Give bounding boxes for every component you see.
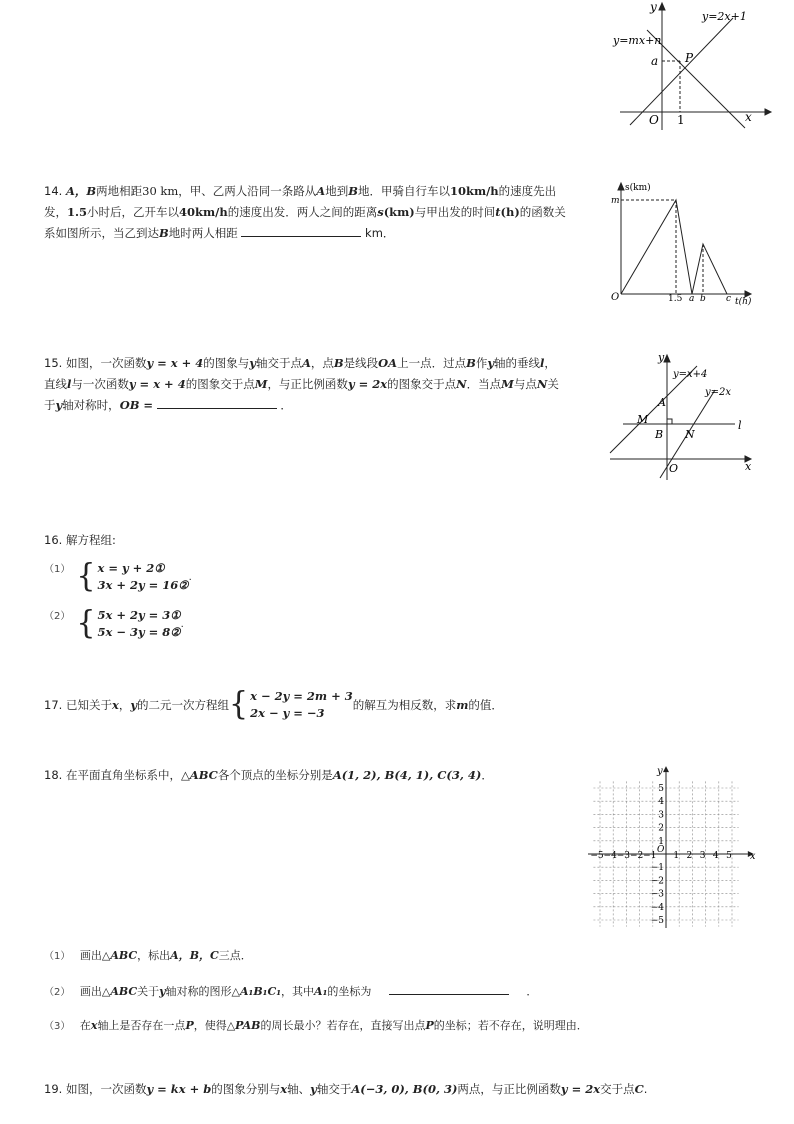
q18-sub1: （1） 画出△ABC，标出A，B，C三点． (44, 949, 252, 962)
figure-18-grid (588, 766, 758, 928)
x-axis-label: x (749, 851, 756, 862)
origin-label: O (657, 845, 665, 855)
s-arrow (618, 183, 624, 190)
y-tick-label: −4 (650, 902, 664, 913)
question-17: 17. 已知关于 x ， y 的二元一次方程组 { x − 2y = 2m + 3 2x − y = −3 的解互为相反数，求 m 的值． (44, 686, 503, 723)
q15-line1: 15. 如图，一次函数y = x + 4的图象与y轴交于点A，点B是线段OA上一点．过点B作y轴的垂线l， (44, 356, 556, 370)
x-tick-label: 5 (726, 851, 732, 861)
x-arrow (765, 109, 771, 115)
a-label: a (689, 294, 695, 304)
line2-label: y=mx+n (613, 34, 662, 47)
top-figure (605, 0, 775, 135)
x-tick-label: 4 (712, 851, 719, 861)
x-label: x (745, 110, 752, 124)
one-label: 1 (677, 113, 685, 127)
x-tick-label: −2 (629, 851, 644, 861)
answer-blank[interactable] (389, 982, 509, 995)
o-label: O (669, 462, 679, 475)
t-label: t(h) (735, 297, 752, 306)
y-label: y (658, 351, 665, 364)
q14-line3: 系如图所示，当乙到达B地时两人相距 km． (44, 226, 395, 240)
m-label: m (611, 196, 620, 206)
y-tick-label: −2 (650, 876, 664, 887)
q14-line2: 发，1.5小时后，乙开车以40km/h的速度出发．两人之间的距离s(km)与甲出发的时间t(h)的函数关 (44, 205, 566, 219)
x-tick-label: −3 (616, 851, 631, 861)
brace: { (76, 605, 96, 642)
question-15 (44, 353, 604, 416)
question-18: 18. 在平面直角坐标系中，△ABC各个顶点的坐标分别是A(1, 2), B(4, 1), C(3, 4)． (44, 768, 493, 782)
q15-line2: 直线l与一次函数y = x + 4的图象交于点M，与正比例函数y = 2x的图象交于点N．当点M与点N关 (44, 377, 559, 391)
x-tick-label: 2 (686, 851, 693, 861)
q16-part1: （1） { x = y + 2① 3x + 2y = 16② . (44, 558, 192, 595)
x-tick-label: −1 (643, 851, 657, 861)
question-14 (44, 181, 594, 244)
q18-sub2: （2） 画出△ABC关于y轴对称的图形△A₁B₁C₁，其中A₁的坐标为 ． (44, 981, 537, 1003)
y-arrow (664, 355, 670, 362)
f2-label: y=2x (705, 387, 732, 398)
y-tick-label: −3 (650, 889, 664, 900)
x-tick-label: 3 (699, 851, 706, 861)
point-p-label: P (685, 51, 694, 65)
q14-line1: 14. A，B两地相距30 km，甲、乙两人沿同一条路从A地到B地．甲骑自行车以10km/h的速度先出 (44, 184, 557, 198)
b-label: b (700, 294, 706, 304)
x-label: x (745, 460, 752, 473)
x-tick-label: 1 (673, 851, 680, 861)
y-tick-label: −5 (650, 916, 664, 926)
q15-line3: 于y轴对称时，OB = ． (44, 398, 292, 412)
y-axis-label: y (657, 766, 663, 778)
y-tick-label: 5 (658, 784, 664, 794)
answer-blank[interactable] (157, 396, 277, 409)
y-tick-label: 2 (658, 823, 664, 834)
m-label: M (637, 413, 649, 426)
f1-label: y=x+4 (673, 369, 708, 380)
brace: { (229, 686, 249, 723)
question-19: 19. 如图，一次函数y = kx + b的图象分别与x轴、y轴交于A(−3, 0), B(0, 3)两点，与正比例函数y = 2x交于点C. (44, 1082, 648, 1096)
figure-15 (605, 350, 760, 485)
b-label: B (655, 428, 664, 441)
answer-blank[interactable] (241, 224, 361, 237)
line1-label: y=2x+1 (702, 10, 747, 23)
right-angle (667, 419, 672, 424)
y-label: y (650, 0, 657, 14)
o-label: O (611, 292, 620, 303)
q16-part2: （2） { 5x + 2y = 3① 5x − 3y = 8② . (44, 605, 184, 642)
x-tick-label: −4 (603, 851, 617, 861)
distance-graph (621, 200, 727, 294)
c-label: c (726, 294, 732, 304)
brace: { (76, 558, 96, 595)
origin-label: O (649, 113, 659, 127)
y-arrow (663, 766, 669, 772)
y-tick-label: 3 (658, 810, 664, 821)
y-tick-label: −1 (650, 863, 664, 874)
a-label: a (651, 54, 659, 68)
l-label: l (738, 419, 742, 432)
s-label: s(km) (625, 183, 651, 193)
q16-title: 16. 解方程组: (44, 533, 116, 547)
figure-14 (605, 176, 765, 306)
y-tick-label: 4 (658, 797, 664, 808)
y-arrow (659, 3, 665, 10)
q18-sub3: （3） 在x轴上是否存在一点P，使得△PAB的周长最小？若存在，直接写出点P的坐标；若不存在，说明理由． (44, 1019, 588, 1032)
y-tick-label: 1 (658, 836, 664, 847)
a-label: A (658, 396, 666, 409)
n-label: N (685, 428, 695, 441)
x-tick-label: −5 (590, 851, 604, 861)
t15-label: 1.5 (668, 294, 683, 304)
